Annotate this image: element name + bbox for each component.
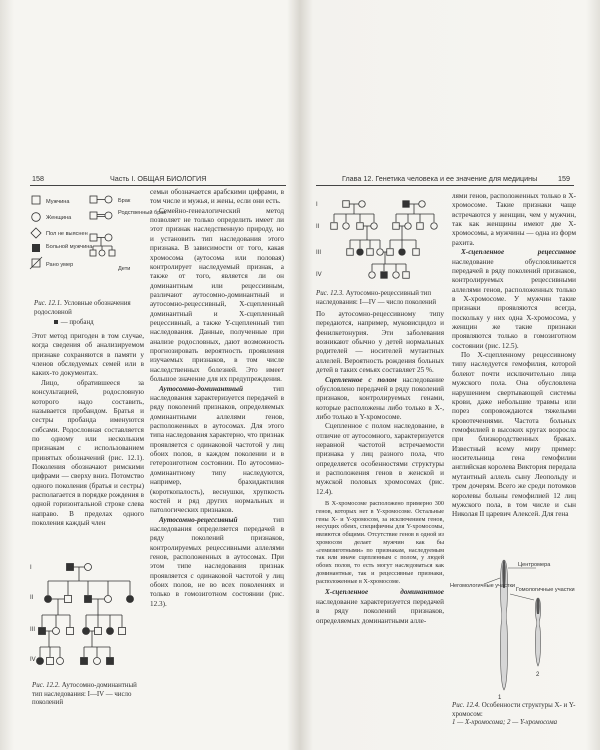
- svg-text:2: 2: [536, 672, 540, 678]
- female: [419, 201, 426, 208]
- male: [331, 223, 338, 230]
- female: [85, 564, 92, 571]
- small-print: В Х-хромосоме расположено примерно 300 генов, которых нет в Y-хромосоме. Остальные гены Х- и Y-хромосом, за исключением генов, несущих обеих, специфичны для Y-хромосомы, являются общими. Отсутствие генов в одной из хромосом делает мужчин как бы «гемизиготными» по признакам, наследуемым так или иначе сцепленным с полом, у людей обоих полов, то есть могут наследоваться как доминантные, так и рецессивные признаки, расположенные в Х-хромосоме.: [316, 500, 444, 585]
- pedigree-fig-12-2: [30, 557, 146, 672]
- affected-male: [381, 272, 388, 279]
- affected-female: [83, 628, 90, 635]
- paragraph: Этот метод пригоден в том случае, когда сведения об анализируемом признаке сохраняются в памяти у членов обследуемых семей или в каких-то документах.: [32, 332, 144, 378]
- male: [67, 628, 74, 635]
- male: [367, 249, 374, 256]
- legend-died-early: Рано умер: [46, 262, 74, 268]
- male: [357, 223, 364, 230]
- male: [403, 272, 410, 279]
- paragraph: лями генов, расположенных только в Х-хромосоме. Такие признаки чаще встречаются у женщин, чем у мужчин, так как женщины имеют две Х-хромосомы, а мужчины — одна из форм рахита.: [452, 192, 576, 247]
- male: [413, 249, 420, 256]
- affected-male: [403, 201, 410, 208]
- affected-male: [85, 596, 92, 603]
- legend-marriage: Брак: [118, 198, 131, 204]
- page-number: 158: [32, 174, 44, 183]
- generation-label: IV: [316, 272, 322, 278]
- male: [387, 249, 394, 256]
- fig3-caption-text: Аутосомно-рецессивный тип наследования: I—IV — число поколений: [316, 290, 437, 306]
- proband-label: — пробанд: [60, 319, 94, 327]
- affected-male: [81, 658, 88, 665]
- generation-label: II: [30, 595, 34, 601]
- header-rule: [316, 185, 574, 186]
- fig1-caption-text: Условные обозначения родословной: [34, 300, 131, 316]
- male: [47, 658, 54, 665]
- paragraph: Лицо, обратившееся за консультацией, родословную которого надо составить, называется пробандом. Братья и сестры пробанда именуются сибсами. Родословная составляется по одному или нескольким признакам с использованием принятых обозначений (рис. 12.1). Поколения обозначают римскими цифрами — сверху вниз. Потомство одного поколения (братья и сестры) располагается в порядке рождения в одной горизонтальной строке слева направо. В пределах одного поколения каждый член: [32, 378, 144, 528]
- xd-heading: Х-сцепленное доминантное: [325, 588, 444, 597]
- svg-text:1: 1: [498, 695, 502, 701]
- male: [417, 223, 424, 230]
- generation-label: II: [316, 224, 320, 230]
- generation-label: I: [30, 565, 32, 571]
- right-col2-text: [452, 192, 576, 520]
- label-homologous: Гомологичные участки: [516, 587, 575, 593]
- female: [393, 272, 400, 279]
- fig1-caption-num: Рис. 12.1.: [34, 300, 62, 307]
- ad-heading: Аутосомно-доминантный: [159, 384, 244, 393]
- pedigree-legend: [30, 194, 166, 292]
- female: [377, 249, 384, 256]
- xr-heading: Х-сцепленное рецессивное: [461, 248, 576, 257]
- paragraph-sex: [316, 376, 444, 423]
- affected-female: [45, 596, 52, 603]
- running-head: Часть I. ОБЩАЯ БИОЛОГИЯ: [110, 174, 207, 183]
- female: [94, 658, 101, 665]
- proband-marker: [54, 320, 58, 324]
- female: [431, 223, 438, 230]
- legend-female: Женщина: [46, 215, 72, 221]
- label-centromere: Центромера: [518, 562, 551, 568]
- generation-label: III: [30, 627, 36, 633]
- sex-text: наследование обусловлено передачей в ряду поколений признаков, контролируемых генами, которые расположены либо только в Х-, либо только в Y-хромосоме.: [316, 375, 444, 421]
- affected-female: [37, 658, 44, 665]
- paragraph: По Х-сцепленному рецессивному типу наследуется гемофилия, которой болеют почти исключительно лица мужского пола. Она обусловлена нарушением свертывающей системы крови, даже небольшие травмы или порез сопровождаются тяжелыми кровотечениями. Частота больных гемофилией в высоких кругах возросла при близкородственных браках. Известный всему миру пример: носительница гена гемофилии английская королева Виктория передала мутантный аллель сыну Леопольду и трем дочерям. Всего же среди потомков королевы больны гемофилией 12 лиц мужского пола, в том числе и сын Николая II царевич Алексей. Для гена: [452, 351, 576, 519]
- affected-male: [39, 628, 46, 635]
- male: [65, 596, 72, 603]
- xr-text: наследование обусловливается передачей в ряду поколений признаков, контролируемых рецессивными аллелями генов, расположенных только в Х-хромосоме. У мужчин такие признаки проявляются всегда, поскольку у них одна Х-хромосома, у женщин же такие признаки проявляются только в гомозиготном состоянии (рис. 12.5).: [452, 257, 576, 350]
- male: [95, 628, 102, 635]
- paragraph: Семейно-генеалогический метод позволяет не только определить имеет ли этот признак наследственную природу, но и установить тип наследования этого признака. В зависимости от того, какая хромосома (аутосома или половая) контролирует наследуемый признак, а также от того, является ли он доминантным или рецессивным, различают аутосомно-доминантный и аутосомно-рецессивный, Х-сцепленный доминантный и Х-сцепленный рецессивный, а также Y-сцепленный тип наследования. Данные, полученные при анализе родословных, дают возможность прогнозировать вероятность проявления изучаемых признаков, в том числе наследственных болезней. Это имеет большое значение для их предупреждения.: [150, 206, 284, 384]
- xd-text: наследование характеризуется передачей в ряду поколений признаков, определяемых доминантными алле-: [316, 597, 444, 625]
- ar-heading: Аутосомно-рецессивный: [159, 515, 238, 524]
- generation-label: I: [316, 202, 318, 208]
- fig2-caption-num: Рис. 12.2.: [32, 682, 60, 689]
- page-number: 159: [558, 174, 570, 183]
- generation-label: III: [316, 250, 322, 256]
- generation-label: IV: [30, 657, 36, 663]
- paragraph-ar: [150, 516, 284, 610]
- fig3-caption-num: Рис. 12.3.: [316, 290, 344, 297]
- legend-male: Мужчина: [46, 199, 70, 205]
- legend-sex-unknown: Пол не выяснен: [46, 231, 88, 237]
- paragraph-xr: [452, 248, 576, 351]
- fig4-caption-num: Рис. 12.4.: [452, 702, 480, 709]
- right-col1-text: [316, 310, 444, 626]
- affected-female: [357, 249, 364, 256]
- paragraph: семьи обозначается арабскими цифрами, в том числе и мужья, и жены, если они есть.: [150, 188, 284, 206]
- affected-female: [127, 596, 134, 603]
- female: [343, 223, 350, 230]
- affected-male: [67, 564, 74, 571]
- running-head: Глава 12. Генетика человека и ее значение для медицины: [342, 174, 538, 183]
- legend-affected-male: Больной мужчина: [46, 244, 93, 250]
- label-nonhomologous: Негомологичные участки: [450, 583, 516, 589]
- female: [105, 596, 112, 603]
- fig2-caption-text: Аутосомно-доминантный тип наследования: I—IV — число поколений: [32, 682, 137, 707]
- fig2-caption: [32, 682, 146, 708]
- right-page: [300, 0, 600, 750]
- paragraph: По аутосомно-рецессивному типу передаются, например, муковисцидоз и фенилкетонурия. Эти заболевания возникают обычно у детей нормальных родителей — носителей мутантных аллелей. Вероятность рождения больных детей в таких семьях составляет 25 %.: [316, 310, 444, 375]
- ar-text: тип наследования определяется передачей в ряду поколений признаков, контролируемых рецессивными аллелями генов, расположенных в аутосомах. При этом типе наследования признак проявляется с одинаковой частотой у лиц обоих полов, не во всех поколениях и только в гомозиготном состоянии (рис. 12.3).: [150, 515, 284, 608]
- paragraph: Сцепленное с полом наследование, в отличие от аутосомного, характеризуется неравной частотой встречаемости признака у лиц разного пола, что определяется особенностями структуры и расположения генов в женской и мужской половых хромосомах (рис. 12.4).: [316, 422, 444, 496]
- fig3-caption: [316, 290, 444, 307]
- male: [343, 201, 350, 208]
- sex-unknown-symbol: [31, 228, 41, 238]
- male: [347, 249, 354, 256]
- header-rule: [30, 185, 286, 186]
- left-col1-text: [32, 332, 144, 529]
- affected-male: [107, 658, 114, 665]
- paragraph-ad: [150, 385, 284, 516]
- male: [119, 628, 126, 635]
- affected-female: [107, 628, 114, 635]
- fig4-caption-keys: 1 — Х-хромосома; 2 — Y-хромосома: [452, 719, 558, 727]
- fig4-caption: [452, 702, 576, 728]
- female: [53, 628, 60, 635]
- sex-heading: Сцепленное с полом: [325, 375, 397, 384]
- left-col2-text: [150, 188, 284, 609]
- legend-children: Дети: [118, 266, 131, 272]
- fig1-caption: [34, 300, 142, 328]
- female: [359, 201, 366, 208]
- female: [369, 272, 376, 279]
- affected-male-symbol: [32, 244, 40, 252]
- pedigree-fig-12-3: [316, 196, 444, 284]
- legend-consanguineous: Родственный брак: [118, 210, 166, 216]
- fig4-caption-text: Особенности структуры Х- и Y-хромосом:: [452, 702, 576, 718]
- proband-note: [34, 319, 142, 328]
- female: [405, 223, 412, 230]
- female: [371, 223, 378, 230]
- chromosome-fig-12-4: [450, 556, 578, 701]
- female-symbol: [32, 213, 41, 222]
- male: [393, 223, 400, 230]
- y-dark-segment: [536, 598, 539, 614]
- male-symbol: [32, 196, 40, 204]
- affected-female: [399, 249, 406, 256]
- paragraph-xd: [316, 588, 444, 625]
- ad-text: тип наследования характеризуется передачей в ряду поколений признаков, определяемых доминантными аллелями генов, расположенных в аутосомах. Для этого типа наследования характерно, что признак проявляется с одинаковой частотой у лиц обоих полов, в каждом поколении и в гетерозиготном состоянии. По аутосомно-доминантному типу наследуются, например, брахидактилия (короткопалость), веснушки, хрупкость костей и ряд других нормальных и патологических признаков.: [150, 384, 284, 515]
- female: [57, 658, 64, 665]
